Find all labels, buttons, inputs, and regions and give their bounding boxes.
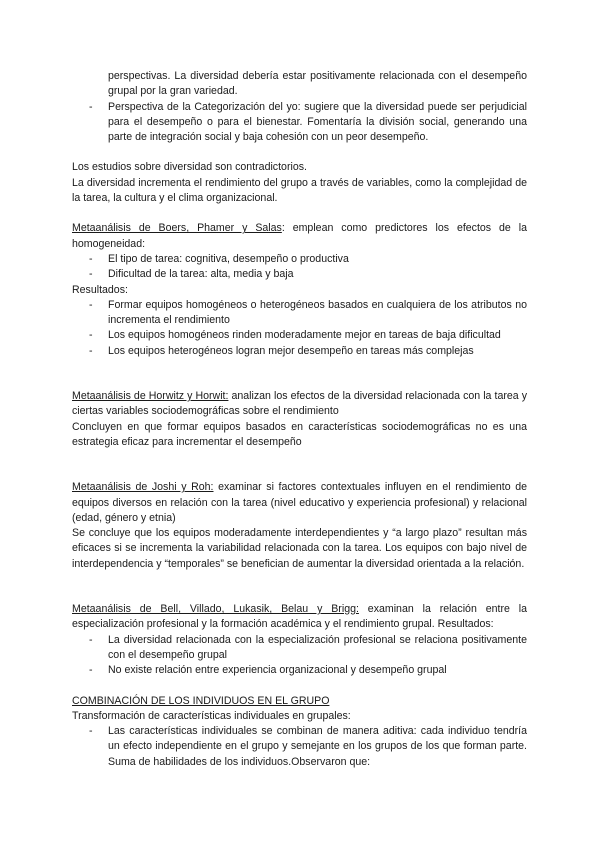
- list-item: - Perspectiva de la Categorización del yo: sugiere que la diversidad puede ser perjudicial para el desempeño o para el bienestar. Fomentaría la división social, generando una parte de integración social y baja cohesión con un peor desempeño.: [89, 100, 527, 144]
- paragraph: La diversidad incrementa el rendimiento del grupo a través de variables, como la complejidad de la tarea, la cultura y el clima organizacional.: [72, 176, 527, 205]
- document-content: [72, 69, 527, 770]
- section-heading: COMBINACIÓN DE LOS INDIVIDUOS EN EL GRUPO: [72, 694, 330, 707]
- list-item: - Formar equipos homogéneos o heterogéneos basados en cualquiera de los atributos no incrementa el rendimiento: [89, 298, 527, 327]
- meta-horwitz-conclusion: Concluyen en que formar equipos basados en características sociodemográficas no es una estrategia eficaz para incrementar el desempeño: [72, 420, 527, 448]
- meta-title: Metaanálisis de Boers, Phamer y Salas: [72, 222, 282, 235]
- section-intro: Transformación de características individuales en grupales:: [72, 709, 351, 722]
- meta-title: Metaanálisis de Joshi y Roh:: [72, 481, 214, 494]
- list-item: - Los equipos heterogéneos logran mejor desempeño en tareas más complejas: [89, 344, 474, 357]
- list-item: - No existe relación entre experiencia organizacional y desempeño grupal: [89, 664, 447, 677]
- list-item: - Las características individuales se combinan de manera aditiva: cada individuo tendría un efecto independiente en el grupo y semejante en los grupos de los que forman parte. Suma de habilidades de los individuos.Observaron que:: [89, 725, 527, 768]
- meta-joshi-conclusion: Se concluye que los equipos moderadamente interdependientes y “a largo plazo” resultan más eficaces si se incrementa la variabilidad relacionada con la tarea. Los equipos con bajo nivel de interdependencia y “temporales” se benefician de aumentar la diversidad orientada a la relación.: [72, 527, 527, 570]
- section-list: [72, 724, 527, 770]
- results-label: Resultados:: [72, 283, 128, 296]
- list-item: - La diversidad relacionada con la especialización profesional se relaciona positivamente con el desempeño grupal: [89, 633, 527, 661]
- meta-horwitz-intro: Metaanálisis de Horwitz y Horwit: analizan los efectos de la diversidad relacionada con la tarea y ciertas variables sociodemográficas sobre el rendimiento: [72, 390, 527, 418]
- continued-paragraph: perspectivas. La diversidad debería estar positivamente relacionada con el desempeño grupal por la gran variedad.: [108, 70, 527, 98]
- meta-bell-list: [72, 633, 527, 679]
- meta-boers-list: [72, 252, 527, 283]
- paragraph: Los estudios sobre diversidad son contradictorios.: [72, 161, 307, 174]
- meta-title: Metaanálisis de Bell, Villado, Lukasik, Belau y Brigg:: [72, 603, 359, 616]
- list-item: - Los equipos homogéneos rinden moderadamente mejor en tareas de baja dificultad: [89, 329, 501, 342]
- list-item: - Dificultad de la tarea: alta, media y baja: [89, 268, 294, 281]
- meta-boers-results: [72, 298, 527, 359]
- meta-bell-intro: Metaanálisis de Bell, Villado, Lukasik, Belau y Brigg: examinan la relación entre la especialización profesional y la formación académica y el rendimiento grupal. Resultados:: [72, 603, 527, 631]
- meta-title: Metaanálisis de Horwitz y Horwit:: [72, 390, 229, 403]
- meta-boers-intro: Metaanálisis de Boers, Phamer y Salas: emplean como predictores los efectos de la homogeneidad:: [72, 222, 527, 250]
- list-item: - El tipo de tarea: cognitiva, desempeño o productiva: [89, 252, 349, 265]
- meta-joshi-intro: Metaanálisis de Joshi y Roh: examinar si factores contextuales influyen en el rendimiento de equipos diversos en relación con la tarea (nivel educativo y experiencia profesional) y relacional (edad, género y etnia): [72, 481, 528, 524]
- top-list: [72, 100, 527, 146]
